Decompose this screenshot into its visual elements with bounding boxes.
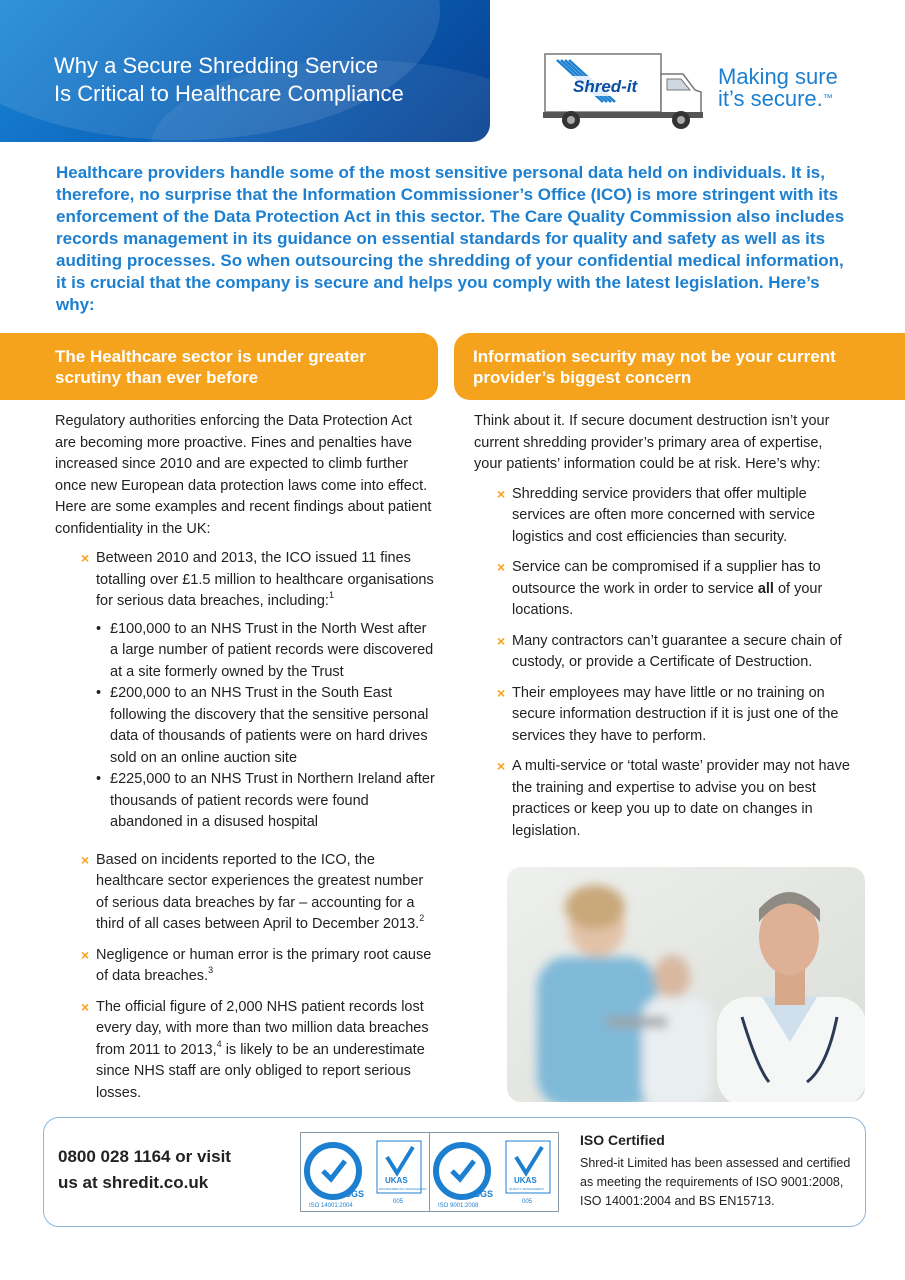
left-bullet-list	[81, 548, 435, 1104]
list-item: • £100,000 to an NHS Trust in the North West after a large number of patient records were discovered at a site formerly owned by the Trust	[96, 619, 435, 684]
sub-bullet-list	[96, 619, 435, 834]
list-item: × Service can be compromised if a supplier has to outsource the work in order to service all of your locations.	[497, 557, 854, 622]
list-item: • £225,000 to an NHS Trust in Northern Ireland after thousands of patient records were found abandoned in a disused hospital	[96, 769, 435, 834]
iso-certified-text: Shred-it Limited has been assessed and certified as meeting the requirements of ISO 9001:2008, ISO 14001:2004 and BS EN15713.	[580, 1156, 851, 1208]
footer-box	[43, 1117, 866, 1227]
website-link: us at shredit.co.uk	[58, 1173, 209, 1192]
footnote-ref: 2	[419, 913, 425, 923]
intro-paragraph: Healthcare providers handle some of the most sensitive personal data held on individuals. It is, therefore, no surprise that the Information Commissioner’s Office (ICO) is more stringent with its enforcement of the Data Protection Act in this sector. The Care Quality Commission also includes records management in its guidance on essential standards for quality and safety as well as its auditing processes. So when outsourcing the shredding of your confidential medical information, it is crucial that the company is secure and helps you comply with the latest legislation. Here’s why:	[56, 163, 845, 314]
list-item: • £200,000 to an NHS Trust in the South East following the discovery that the sensitive personal data of thousands of patients were on hard drives sold on an online auction site	[96, 683, 435, 769]
ukas-1-sub: ENVIRONMENTAL MANAGEMENT	[379, 1187, 427, 1191]
list-item: × A multi-service or ‘total waste’ provider may not have the training and expertise to advise you on best practices or keep you up to date on changes in legislation.	[497, 756, 854, 842]
doctor-photo	[507, 867, 865, 1102]
list-item: × Many contractors can’t guarantee a secure chain of custody, or provide a Certificate of Destruction.	[497, 631, 854, 674]
cert-1-iso-label: ISO 14001:2004	[309, 1203, 353, 1209]
shred-it-logo-text: Shred-it	[573, 77, 638, 96]
shred-it-truck-logo	[543, 52, 709, 132]
right-intro: Think about it. If secure document destruction isn’t your current shredding provider’s primary area of expertise, your patients’ information could be at risk. Here’s why:	[474, 413, 830, 472]
slogan-line-1: Making sure	[718, 64, 838, 89]
ukas-2-label: UKAS	[514, 1176, 537, 1185]
footnote-ref: 3	[208, 965, 214, 975]
title-line-1: Why a Secure Shredding Service	[54, 53, 379, 78]
left-section-heading: The Healthcare sector is under greater scrutiny than ever before	[55, 347, 366, 387]
list-item: × Based on incidents reported to the ICO, the healthcare sector experiences the greatest number of serious data breaches by far – accounting for a third of all cases between April to December 2013.$^2$	[81, 850, 435, 936]
cert-2-iso-label: ISO 9001:2008	[438, 1203, 479, 1209]
cert-1-body: SGS	[345, 1189, 365, 1199]
slogan	[718, 66, 838, 110]
iso-14001-cert-badge	[300, 1132, 430, 1212]
slogan-line-2: it’s secure.	[718, 86, 823, 111]
iso-9001-cert-badge	[429, 1132, 559, 1212]
left-intro: Regulatory authorities enforcing the Data Protection Act are becoming more proactive. Fines and penalties have increased since 2010 and are expected to climb further once new European data protection laws come into effect. Here are some examples and recent findings about patient confidentiality in the UK:	[55, 413, 432, 537]
left-column	[55, 411, 435, 1113]
list-item: × Between 2010 and 2013, the ICO issued 11 fines totalling over £1.5 million to healthcare organisations for serious data breaches, including:$^1$ • £100,000 to an NHS Trust in the North West after a large number of patient records were discovered at a site formerly owned by the Trust • £200,000 to an NHS Trust in the South East following the discovery that the sensitive personal data of thousands of patients were on hard drives sold on an online auction site • £225,000 to an NHS Trust in Northern Ireland after thousands of patient records were found abandoned in a disused hospital	[81, 548, 435, 834]
page-title	[54, 52, 474, 108]
phone-number: 0800 028 1164 or visit	[58, 1147, 231, 1166]
contact-info	[58, 1144, 288, 1196]
ukas-1-label: UKAS	[385, 1176, 408, 1185]
footnote-ref: 1	[328, 590, 334, 600]
right-section-heading: Information security may not be your current provider’s biggest concern	[473, 347, 836, 387]
right-section-heading-bar	[454, 333, 905, 400]
footnote-ref: 4	[216, 1038, 222, 1049]
title-line-2: Is Critical to Healthcare Compliance	[54, 81, 404, 106]
ukas-2-sub: QUALITY MANAGEMENT	[509, 1187, 545, 1191]
ukas-2-number: 005	[522, 1199, 533, 1205]
right-bullet-list	[497, 484, 854, 843]
left-section-heading-bar	[0, 333, 438, 400]
list-item: × Their employees may have little or no training on secure information destruction if it is just one of the services they have to perform.	[497, 683, 854, 748]
trademark: ™	[822, 93, 833, 104]
right-column	[474, 411, 854, 851]
list-item: × The official figure of 2,000 NHS patient records lost every day, with more than two million data breaches from 2011 to 2013,$^4$ is likely to be an underestimate since NHS staff are only obliged to report serious losses.	[81, 997, 435, 1105]
header-banner	[0, 0, 490, 142]
iso-certified-title: ISO Certified	[580, 1132, 665, 1148]
list-item: × Shredding service providers that offer multiple services are often more concerned with service logistics and cost efficiencies than security.	[497, 484, 854, 549]
cert-2-body: SGS	[474, 1189, 494, 1199]
ukas-1-number: 005	[393, 1199, 404, 1205]
list-item: × Negligence or human error is the primary root cause of data breaches.$^3$	[81, 945, 435, 988]
